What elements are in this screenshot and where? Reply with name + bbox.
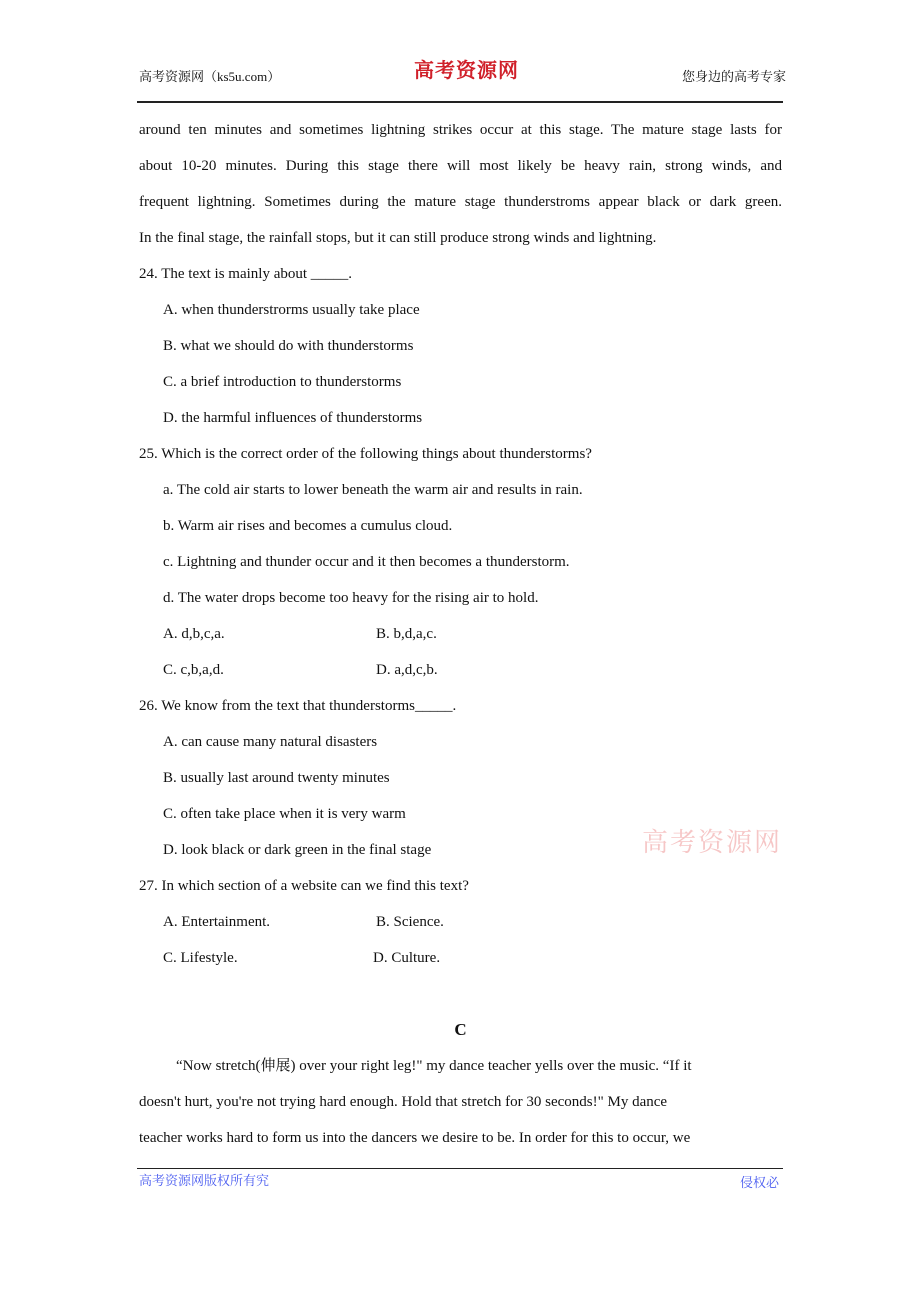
question-25-option-c: C. c,b,a,d. xyxy=(163,662,224,678)
question-27-option-a: A. Entertainment. xyxy=(163,914,271,930)
question-24-option-b: B. what we should do with thunderstorms xyxy=(163,338,414,354)
question-25-options-row xyxy=(139,652,782,688)
question-24-option-d: D. the harmful influences of thunderstorms xyxy=(163,410,423,426)
document-body xyxy=(139,112,782,1156)
question-24-option-c: C. a brief introduction to thunderstorms xyxy=(163,374,402,390)
question-25-item-d: d. The water drops become too heavy for the rising air to hold. xyxy=(163,590,539,606)
watermark-logo: 高考资源网 xyxy=(642,828,783,857)
question-25-item-b: b. Warm air rises and becomes a cumulus cloud. xyxy=(163,518,453,534)
passage-line: around ten minutes and sometimes lightning strikes occur at this stage. The mature stage lasts for xyxy=(139,122,782,138)
question-25-option-b: B. b,d,a,c. xyxy=(376,626,437,642)
question-24-option-a: A. when thunderstrorms usually take place xyxy=(163,302,420,318)
question-25-stem: 25. Which is the correct order of the following things about thunderstorms? xyxy=(139,446,592,462)
header-site-name: 高考资源网（ks5u.com） xyxy=(139,69,281,84)
question-26-option-d: D. look black or dark green in the final stage xyxy=(163,842,432,858)
question-25-item-a: a. The cold air starts to lower beneath the warm air and results in rain. xyxy=(163,482,583,498)
question-26-option-c: C. often take place when it is very warm xyxy=(163,806,406,822)
passage-line: In the final stage, the rainfall stops, but it can still produce strong winds and lightning. xyxy=(139,230,657,246)
question-27-option-c: C. Lifestyle. xyxy=(163,950,238,966)
question-25-option-d: D. a,d,c,b. xyxy=(376,662,438,678)
question-26-option-a: A. can cause many natural disasters xyxy=(163,734,378,750)
spacer xyxy=(139,976,782,1012)
question-27-options-row xyxy=(139,940,782,976)
question-24-stem: 24. The text is mainly about _____. xyxy=(139,266,353,282)
section-c-line: teacher works hard to form us into the dancers we desire to be. In order for this to occur, we xyxy=(139,1130,691,1146)
section-c-line: “Now stretch(伸展) over your right leg!" my dance teacher yells over the music. “If it xyxy=(176,1058,692,1074)
header-logo: 高考资源网 xyxy=(414,60,519,82)
section-c-line: doesn't hurt, you're not trying hard enough. Hold that stretch for 30 seconds!" My dance xyxy=(139,1094,668,1110)
passage-line: frequent lightning. Sometimes during the mature stage thunderstroms appear black or dark green. xyxy=(139,194,782,210)
question-26-option-b: B. usually last around twenty minutes xyxy=(163,770,390,786)
footer-divider xyxy=(137,1168,783,1169)
header-divider xyxy=(137,101,783,103)
question-27-options-row xyxy=(139,904,782,940)
footer-copyright: 高考资源网版权所有究 xyxy=(139,1173,270,1188)
section-c-heading: C xyxy=(454,1020,467,1039)
footer-rights: 侵权必 xyxy=(739,1175,779,1190)
question-25-options-row xyxy=(139,616,782,652)
question-26-stem: 26. We know from the text that thunderstorms_____. xyxy=(139,698,457,714)
question-25-item-c: c. Lightning and thunder occur and it then becomes a thunderstorm. xyxy=(163,554,570,570)
header-slogan: 您身边的高考专家 xyxy=(681,69,786,84)
passage-line: about 10-20 minutes. During this stage there will most likely be heavy rain, strong winds, and xyxy=(139,158,782,174)
question-27-option-b: B. Science. xyxy=(376,914,444,930)
question-27-stem: 27. In which section of a website can we find this text? xyxy=(139,878,469,894)
question-25-option-a: A. d,b,c,a. xyxy=(163,626,225,642)
question-27-option-d: D. Culture. xyxy=(373,950,441,966)
